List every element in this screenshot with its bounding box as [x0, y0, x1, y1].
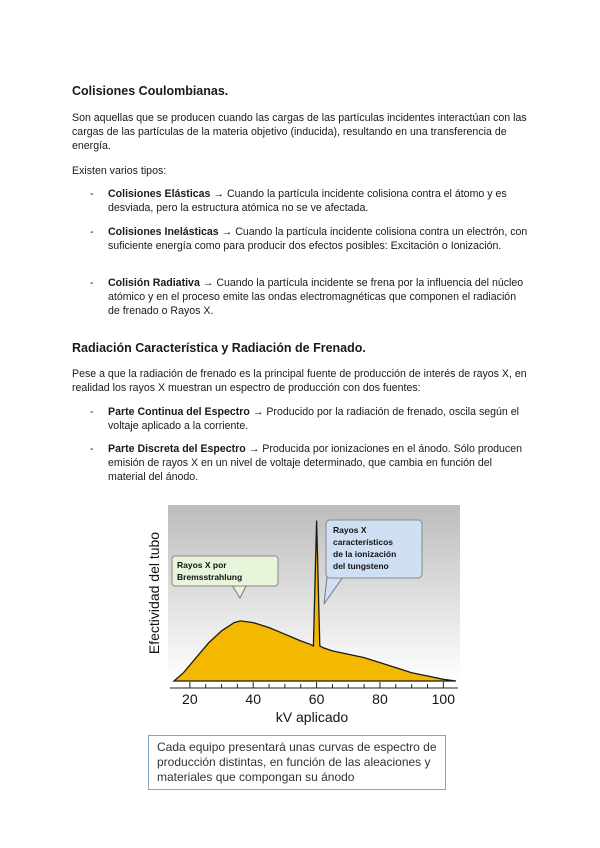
term-description: Cuando la partícula incidente colisiona contra un electrón, con suficiente energía como para producir dos efectos posibles: Excitación o Ionización. [108, 226, 528, 252]
term-label: Colisiones Inelásticas [108, 226, 219, 238]
term-label: Parte Discreta del Espectro [108, 443, 246, 455]
arrow-label: → [199, 277, 217, 289]
term-label: Colisión Radiativa [108, 277, 200, 289]
x-tick-label: 100 [431, 691, 456, 707]
section1-intro: Son aquellas que se producen cuando las cargas de las partículas incidentes interactúan con las cargas de las partículas de la materia objetivo (inducida), resultando en una transferencia de energía. [72, 112, 527, 152]
x-axis-label: kV aplicado [275, 709, 349, 725]
section-title-radiacion: Radiación Característica y Radiación de Frenado. [72, 341, 366, 355]
callout-text-line: del tungsteno [333, 561, 389, 571]
list-dash: - [90, 443, 94, 455]
x-tick-label: 20 [182, 691, 198, 707]
section-title-colisiones: Colisiones Coulombianas. [72, 84, 229, 98]
list-item [90, 225, 530, 267]
term-description: Producida por ionizaciones en el ánodo. Sólo producen emisión de rayos X en un nivel de voltaje determinado, que cambia en función del material del ánodo. [108, 443, 522, 483]
arrow-label: → [210, 188, 227, 200]
callout-text-line: Bremsstrahlung [177, 572, 243, 582]
callout-text-line: Rayos X por [177, 560, 227, 570]
arrow-label: → [249, 406, 267, 418]
callout-text-line: característicos [333, 537, 394, 547]
callout-text-line: Rayos X [333, 525, 367, 535]
term-description: Cuando la partícula incidente se frena por la influencia del núcleo atómico y en el proceso emite las ondas electromagnéticas que componen el radiación de frenado o Rayos X. [108, 277, 524, 317]
list-item [90, 276, 530, 318]
list-dash: - [90, 277, 94, 289]
arrow-label: → [218, 226, 236, 238]
term-label: Colisiones Elásticas [108, 188, 211, 200]
note-box: Cada equipo presentará unas curvas de espectro de producción distintas, en función de las aleaciones y materiales que compongan su ánodo [148, 735, 446, 790]
term-description: Cuando la partícula incidente colisiona contra el átomo y es desviada, pero la estructura atómica no se ve afectada. [108, 188, 507, 214]
callout-text-line: de la ionización [333, 549, 397, 559]
arrow-label: → [245, 443, 263, 455]
x-tick-label: 80 [372, 691, 388, 707]
list-dash: - [90, 406, 94, 418]
list-item [90, 442, 530, 484]
section2-intro: Pese a que la radiación de frenado es la principal fuente de producción de interés de rayos X, en realidad los rayos X muestran un espectro de producción con dos fuentes: [72, 368, 527, 394]
y-axis-label: Efectividad del tubo [146, 531, 162, 655]
list-item [90, 187, 530, 215]
list-item [90, 405, 530, 433]
term-description: Producido por la radiación de frenado, oscila según el voltaje aplicado a la corriente. [108, 406, 520, 432]
x-tick-label: 60 [308, 691, 325, 707]
list-dash: - [90, 188, 94, 200]
term-label: Parte Continua del Espectro [108, 406, 250, 418]
types-intro: Existen varios tipos: [72, 165, 167, 177]
list-dash: - [90, 226, 94, 238]
x-tick-label: 40 [245, 691, 262, 707]
spectrum-chart [140, 500, 460, 730]
